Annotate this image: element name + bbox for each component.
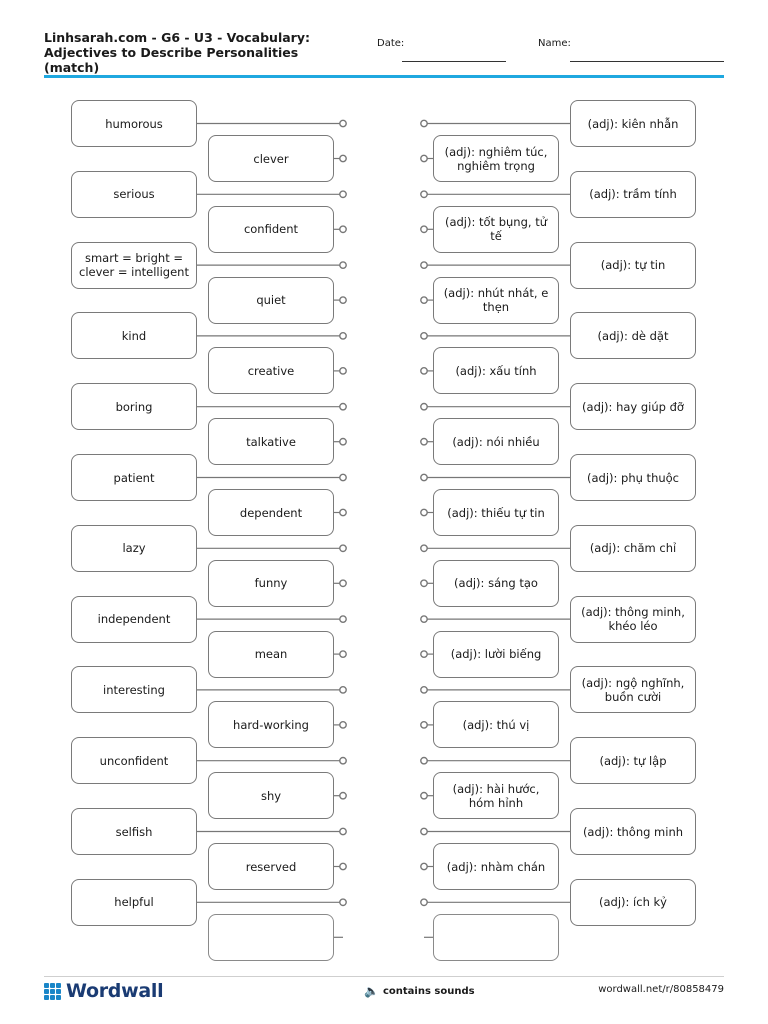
left-inner-card[interactable]: quiet bbox=[208, 277, 334, 324]
right-inner-card[interactable]: (adj): xấu tính bbox=[433, 347, 559, 394]
right-outer-card[interactable]: (adj): chăm chỉ bbox=[570, 525, 696, 572]
right-outer-card[interactable]: (adj): ngộ nghĩnh, buồn cười bbox=[570, 666, 696, 713]
connector-dot bbox=[340, 616, 346, 622]
left-outer-card[interactable]: unconfident bbox=[71, 737, 197, 784]
left-outer-card[interactable]: humorous bbox=[71, 100, 197, 147]
connector-dot bbox=[421, 616, 427, 622]
left-outer-card[interactable]: patient bbox=[71, 454, 197, 501]
right-inner-card[interactable]: (adj): tốt bụng, tử tế bbox=[433, 206, 559, 253]
left-inner-card[interactable]: reserved bbox=[208, 843, 334, 890]
right-inner-card[interactable]: (adj): thú vị bbox=[433, 701, 559, 748]
connector-dot bbox=[421, 793, 427, 799]
right-outer-card[interactable]: (adj): thông minh, khéo léo bbox=[570, 596, 696, 643]
connector-dot bbox=[340, 509, 346, 515]
right-outer-card[interactable]: (adj): tự lập bbox=[570, 737, 696, 784]
right-inner-card[interactable]: (adj): nói nhiều bbox=[433, 418, 559, 465]
connector-dot bbox=[340, 297, 346, 303]
sounds-note bbox=[364, 984, 475, 998]
footer bbox=[44, 976, 724, 1006]
sounds-label: contains sounds bbox=[382, 985, 475, 997]
right-outer-card[interactable]: (adj): kiên nhẫn bbox=[570, 100, 696, 147]
connector-dot bbox=[340, 863, 346, 869]
connector-dot bbox=[421, 155, 427, 161]
brand-name: Wordwall bbox=[66, 980, 164, 1002]
connector-dot bbox=[340, 545, 346, 551]
connector-dot bbox=[421, 439, 427, 445]
connector-dot bbox=[340, 226, 346, 232]
connector-dot bbox=[421, 297, 427, 303]
connector-dot bbox=[421, 474, 427, 480]
right-inner-card[interactable]: (adj): thiếu tự tin bbox=[433, 489, 559, 536]
right-inner-card[interactable]: (adj): sáng tạo bbox=[433, 560, 559, 607]
connector-dot bbox=[421, 545, 427, 551]
connector-dot bbox=[340, 474, 346, 480]
left-inner-card[interactable]: shy bbox=[208, 772, 334, 819]
connector-dot bbox=[340, 758, 346, 764]
connector-dot bbox=[340, 262, 346, 268]
right-outer-card[interactable]: (adj): tự tin bbox=[570, 242, 696, 289]
wordwall-logo bbox=[44, 980, 163, 1002]
left-inner-card[interactable]: dependent bbox=[208, 489, 334, 536]
connector-dot bbox=[340, 687, 346, 693]
connector-dot bbox=[340, 651, 346, 657]
connector-dot bbox=[340, 368, 346, 374]
connector-dot bbox=[340, 580, 346, 586]
left-outer-card[interactable]: serious bbox=[71, 171, 197, 218]
worksheet-url[interactable]: wordwall.net/r/80858479 bbox=[598, 984, 724, 995]
left-outer-card[interactable]: smart = bright = clever = intelligent bbox=[71, 242, 197, 289]
left-outer-card[interactable]: independent bbox=[71, 596, 197, 643]
page-title: Linhsarah.com - G6 - U3 - Vocabulary: Adjectives to Describe Personalities (match) bbox=[44, 30, 310, 75]
connector-dot bbox=[340, 722, 346, 728]
left-outer-card[interactable]: kind bbox=[71, 312, 197, 359]
right-outer-card[interactable]: (adj): dè dặt bbox=[570, 312, 696, 359]
connector-dot bbox=[421, 758, 427, 764]
left-outer-card[interactable]: selfish bbox=[71, 808, 197, 855]
right-outer-card[interactable]: (adj): thông minh bbox=[570, 808, 696, 855]
connector-dot bbox=[340, 333, 346, 339]
left-outer-card[interactable]: lazy bbox=[71, 525, 197, 572]
connector-dot bbox=[421, 651, 427, 657]
left-inner-card[interactable]: talkative bbox=[208, 418, 334, 465]
connector-dot bbox=[421, 828, 427, 834]
connector-dot bbox=[340, 404, 346, 410]
left-inner-card[interactable] bbox=[208, 914, 334, 961]
left-inner-card[interactable]: confident bbox=[208, 206, 334, 253]
right-outer-card[interactable]: (adj): phụ thuộc bbox=[570, 454, 696, 501]
connector-dot bbox=[340, 828, 346, 834]
left-inner-card[interactable]: clever bbox=[208, 135, 334, 182]
connector-dot bbox=[421, 226, 427, 232]
connector-dot bbox=[421, 120, 427, 126]
speaker-icon: 🔈 bbox=[364, 984, 379, 998]
right-inner-card[interactable]: (adj): nghiêm túc, nghiêm trọng bbox=[433, 135, 559, 182]
left-outer-card[interactable]: interesting bbox=[71, 666, 197, 713]
connector-dot bbox=[340, 191, 346, 197]
name-label: Name: bbox=[538, 38, 571, 49]
left-outer-card[interactable]: helpful bbox=[71, 879, 197, 926]
connector-dot bbox=[421, 863, 427, 869]
wordwall-logo-icon bbox=[44, 983, 61, 1000]
right-inner-card[interactable]: (adj): lười biếng bbox=[433, 631, 559, 678]
right-inner-card[interactable]: (adj): nhút nhát, e thẹn bbox=[433, 277, 559, 324]
date-label: Date: bbox=[377, 38, 405, 49]
connector-dot bbox=[340, 120, 346, 126]
left-inner-card[interactable]: creative bbox=[208, 347, 334, 394]
left-inner-card[interactable]: mean bbox=[208, 631, 334, 678]
left-inner-card[interactable]: hard-working bbox=[208, 701, 334, 748]
right-inner-card[interactable] bbox=[433, 914, 559, 961]
connector-dot bbox=[340, 899, 346, 905]
connector-dot bbox=[421, 404, 427, 410]
right-inner-card[interactable]: (adj): nhàm chán bbox=[433, 843, 559, 890]
connector-dot bbox=[421, 899, 427, 905]
connector-dot bbox=[421, 262, 427, 268]
right-inner-card[interactable]: (adj): hài hước, hóm hỉnh bbox=[433, 772, 559, 819]
right-outer-card[interactable]: (adj): trầm tính bbox=[570, 171, 696, 218]
connector-dot bbox=[421, 509, 427, 515]
connector-dot bbox=[421, 580, 427, 586]
connector-dot bbox=[340, 793, 346, 799]
connector-dot bbox=[421, 368, 427, 374]
connector-dot bbox=[421, 722, 427, 728]
connector-dot bbox=[421, 687, 427, 693]
left-inner-card[interactable]: funny bbox=[208, 560, 334, 607]
connector-dot bbox=[340, 155, 346, 161]
left-outer-card[interactable]: boring bbox=[71, 383, 197, 430]
right-outer-card[interactable]: (adj): hay giúp đỡ bbox=[570, 383, 696, 430]
connector-dot bbox=[421, 191, 427, 197]
connector-dot bbox=[421, 333, 427, 339]
right-outer-card[interactable]: (adj): ích kỷ bbox=[570, 879, 696, 926]
connector-dot bbox=[340, 439, 346, 445]
